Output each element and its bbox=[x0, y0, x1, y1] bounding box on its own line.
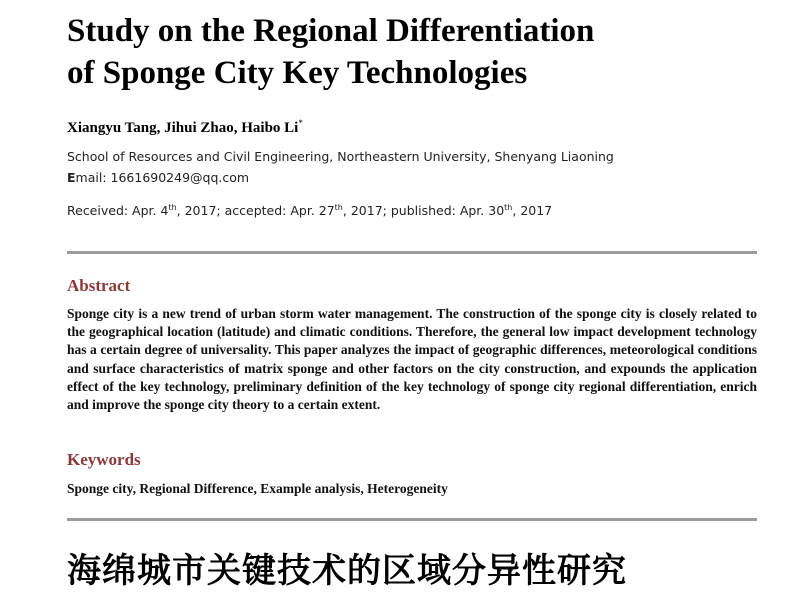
accepted-suffix: th bbox=[334, 203, 343, 212]
email-line bbox=[67, 170, 249, 185]
received-suffix: th bbox=[168, 203, 177, 212]
email-label-initial: E bbox=[67, 170, 76, 185]
paper-title: Study on the Regional Differentiation of Sponge City Key Technologies bbox=[67, 13, 595, 91]
published-year: , 2017 bbox=[512, 203, 553, 219]
received-date: Received: Apr. 4 bbox=[67, 203, 169, 219]
accepted-date: , 2017; accepted: Apr. 27 bbox=[176, 203, 335, 219]
email-address: 1661690249@qq.com bbox=[110, 170, 250, 185]
abstract-body: Sponge city is a new trend of urban storm water management. The construction of the sponge city is closely related to the geographical location (latitude) and climatic conditions. Therefore, the general low impact development technology has a certain degree of universality. This paper analyzes the impact of geographic differences, meteorological conditions and surface characteristics of matrix sponge and other factors on the city construction, and expounds the application effect of the key technology, preliminary definition of the key technology of sponge city regional differentiation, enrich and improve the sponge city theory to a certain extent. bbox=[67, 306, 757, 413]
affiliation: School of Resources and Civil Engineering, Northeastern University, Shenyang Liaoning bbox=[67, 149, 614, 164]
published-suffix: th bbox=[504, 203, 513, 212]
author-list bbox=[67, 118, 303, 137]
divider-bottom bbox=[67, 518, 757, 521]
divider-top bbox=[67, 251, 757, 254]
keywords-heading: Keywords bbox=[67, 450, 141, 469]
abstract-heading: Abstract bbox=[67, 276, 131, 295]
email-label-rest: mail: bbox=[75, 170, 111, 185]
publication-dates bbox=[67, 203, 552, 218]
keywords-list: Sponge city, Regional Difference, Example analysis, Heterogeneity bbox=[67, 481, 448, 496]
published-date: , 2017; published: Apr. 30 bbox=[342, 203, 505, 219]
corresponding-author-mark: * bbox=[298, 118, 303, 128]
author-names: Xiangyu Tang, Jihui Zhao, Haibo Li bbox=[67, 120, 299, 136]
chinese-title: 海绵城市关键技术的区域分异性研究 bbox=[67, 551, 627, 591]
